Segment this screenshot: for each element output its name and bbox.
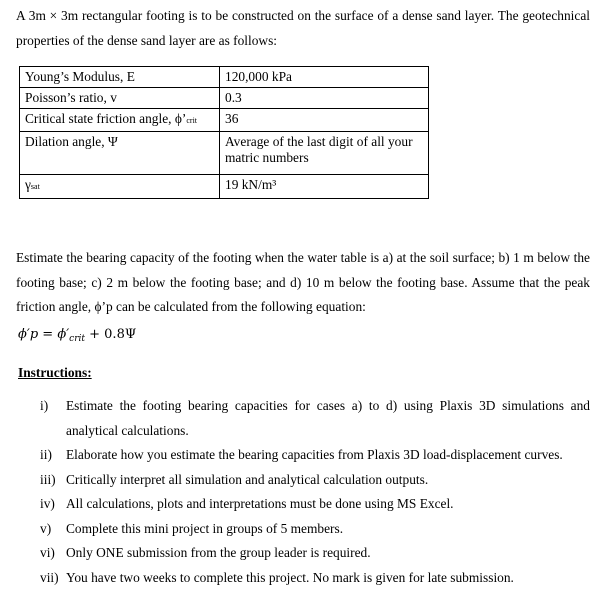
table-row xyxy=(20,175,429,199)
instructions-list xyxy=(0,394,600,590)
property-value: 120,000 kPa xyxy=(220,67,429,88)
list-item-number: i) xyxy=(40,398,49,413)
property-name xyxy=(20,109,220,132)
property-value: 0.3 xyxy=(220,88,429,109)
list-item-number: iv) xyxy=(40,496,55,511)
property-name: Poisson’s ratio, v xyxy=(20,88,220,109)
list-item xyxy=(0,492,590,517)
list-item-number: vi) xyxy=(40,545,55,560)
list-item-text: All calculations, plots and interpretations must be done using MS Excel. xyxy=(66,496,454,511)
property-name-main: γ xyxy=(25,177,31,192)
property-name-main: Critical state friction angle, ϕ’ xyxy=(25,111,187,126)
list-item-text: Only ONE submission from the group leader is required. xyxy=(66,545,371,560)
equation-equals: = xyxy=(42,327,54,342)
properties-table xyxy=(19,66,429,199)
list-item-text: You have two weeks to complete this project. No mark is given for late submission. xyxy=(66,569,514,585)
list-item-text: Elaborate how you estimate the bearing capacities from Plaxis 3D load-displacement curves. xyxy=(66,447,563,462)
table-row xyxy=(20,67,429,88)
equation-rhs-subscript: crit xyxy=(69,334,85,344)
list-item xyxy=(0,517,590,542)
instructions-heading: Instructions: xyxy=(18,365,92,380)
list-item-number: v) xyxy=(40,520,52,536)
list-item-text: Estimate the footing bearing capacities for cases a) to d) using Plaxis 3D simulations and analytical calculations. xyxy=(66,398,590,438)
peak-friction-equation xyxy=(18,327,136,342)
list-item xyxy=(0,394,590,443)
property-name: Dilation angle, Ψ xyxy=(20,132,220,175)
property-name-subscript: sat xyxy=(30,182,40,191)
intro-paragraph: A 3m × 3m rectangular footing is to be constructed on the surface of a dense sand layer. The geotechnical properties of the dense sand layer are as follows: xyxy=(16,8,590,48)
property-value: Average of the last digit of all your matric numbers xyxy=(220,132,429,175)
table-row xyxy=(20,132,429,175)
property-value: 19 kN/m³ xyxy=(220,175,429,199)
property-value: 36 xyxy=(220,109,429,132)
property-name-subscript: crit xyxy=(186,116,198,125)
table-row xyxy=(20,88,429,109)
list-item-text: Complete this mini project in groups of 5 members. xyxy=(66,520,344,536)
list-item-text: Critically interpret all simulation and analytical calculation outputs. xyxy=(66,471,429,487)
table-row xyxy=(20,109,429,132)
equation-rhs-tail: + 0.8Ψ xyxy=(89,327,137,342)
equation-lhs: ϕ′p xyxy=(18,327,39,342)
list-item xyxy=(0,541,590,566)
equation-rhs-main: ϕ′ xyxy=(57,327,70,342)
property-name: Young’s Modulus, E xyxy=(20,67,220,88)
list-item-number: vii) xyxy=(40,569,59,585)
question-paragraph: Estimate the bearing capacity of the footing when the water table is a) at the soil surface; b) 1 m below the footing base; c) 2 m below the footing base; and d) 10 m below the footing base. Assume that the peak friction angle, ϕ’p can be calculated from the following equation: xyxy=(16,250,590,314)
list-item xyxy=(0,443,590,468)
list-item-number: iii) xyxy=(40,471,56,487)
list-item xyxy=(0,566,590,591)
list-item-number: ii) xyxy=(40,447,52,462)
property-name xyxy=(20,175,220,199)
list-item xyxy=(0,468,590,493)
